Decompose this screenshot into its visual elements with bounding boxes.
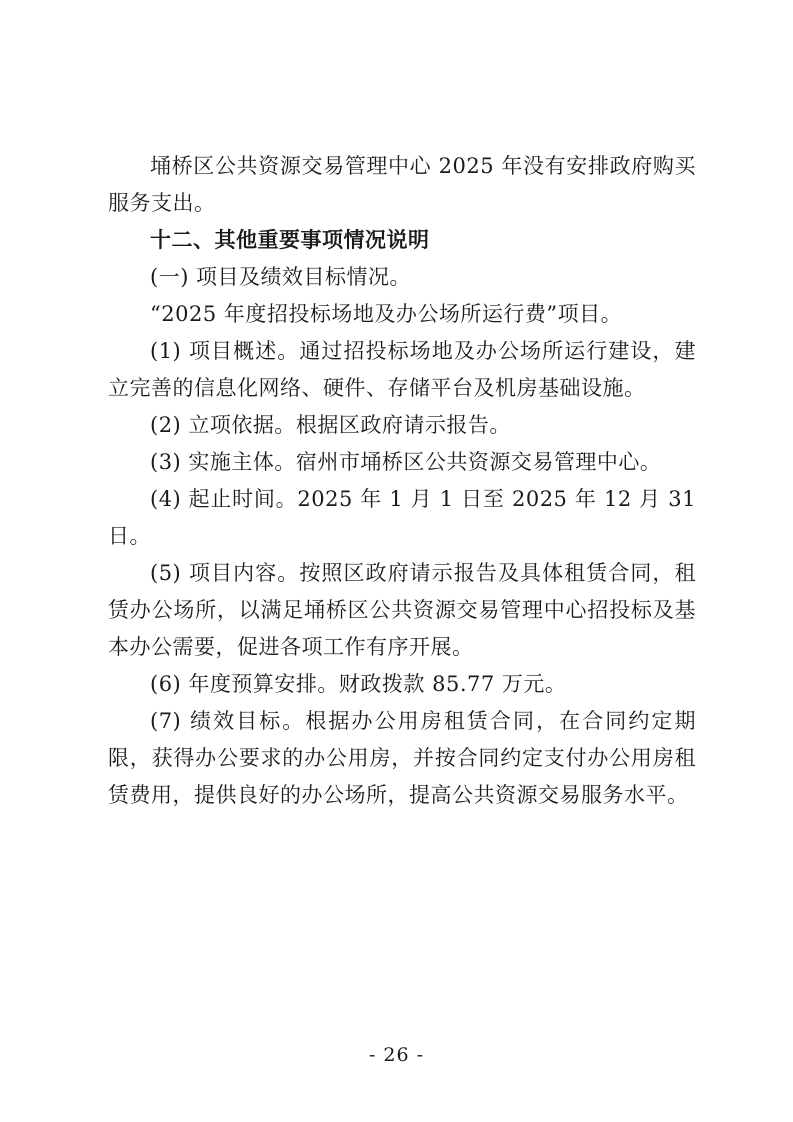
subsection-heading: (一) 项目及绩效目标情况。 <box>150 265 412 289</box>
item-content: (5) 项目内容。按照区政府请示报告及具体租赁合同，租赁办公场所，以满足埇桥区公共资源交易管理中心招投标及基本办公需要，促进各项工作有序开展。 <box>108 561 696 659</box>
paragraph-purchase-services: 埇桥区公共资源交易管理中心 2025 年没有安排政府购买服务支出。 <box>108 154 696 215</box>
page-number: - 26 - <box>368 1044 425 1066</box>
item-budget: (6) 年度预算安排。财政拨款 85.77 万元。 <box>150 672 567 696</box>
page-body <box>108 148 696 814</box>
project-name: “2025 年度招投标场地及办公场所运行费”项目。 <box>150 302 623 326</box>
item-performance-goal: (7) 绩效目标。根据办公用房租赁合同，在合同约定期限，获得办公要求的办公用房，并按合同约定支付办公用房租赁费用，提供良好的办公场所，提高公共资源交易服务水平。 <box>108 709 696 807</box>
item-implementer: (3) 实施主体。宿州市埇桥区公共资源交易管理中心。 <box>150 450 662 474</box>
item-period: (4) 起止时间。2025 年 1 月 1 日至 2025 年 12 月 31 日。 <box>108 487 696 548</box>
section-heading: 十二、其他重要事项情况说明 <box>150 228 430 252</box>
item-overview: (1) 项目概述。通过招投标场地及办公场所运行建设，建立完善的信息化网络、硬件、存储平台及机房基础设施。 <box>108 339 696 400</box>
item-basis: (2) 立项依据。根据区政府请示报告。 <box>150 413 511 437</box>
